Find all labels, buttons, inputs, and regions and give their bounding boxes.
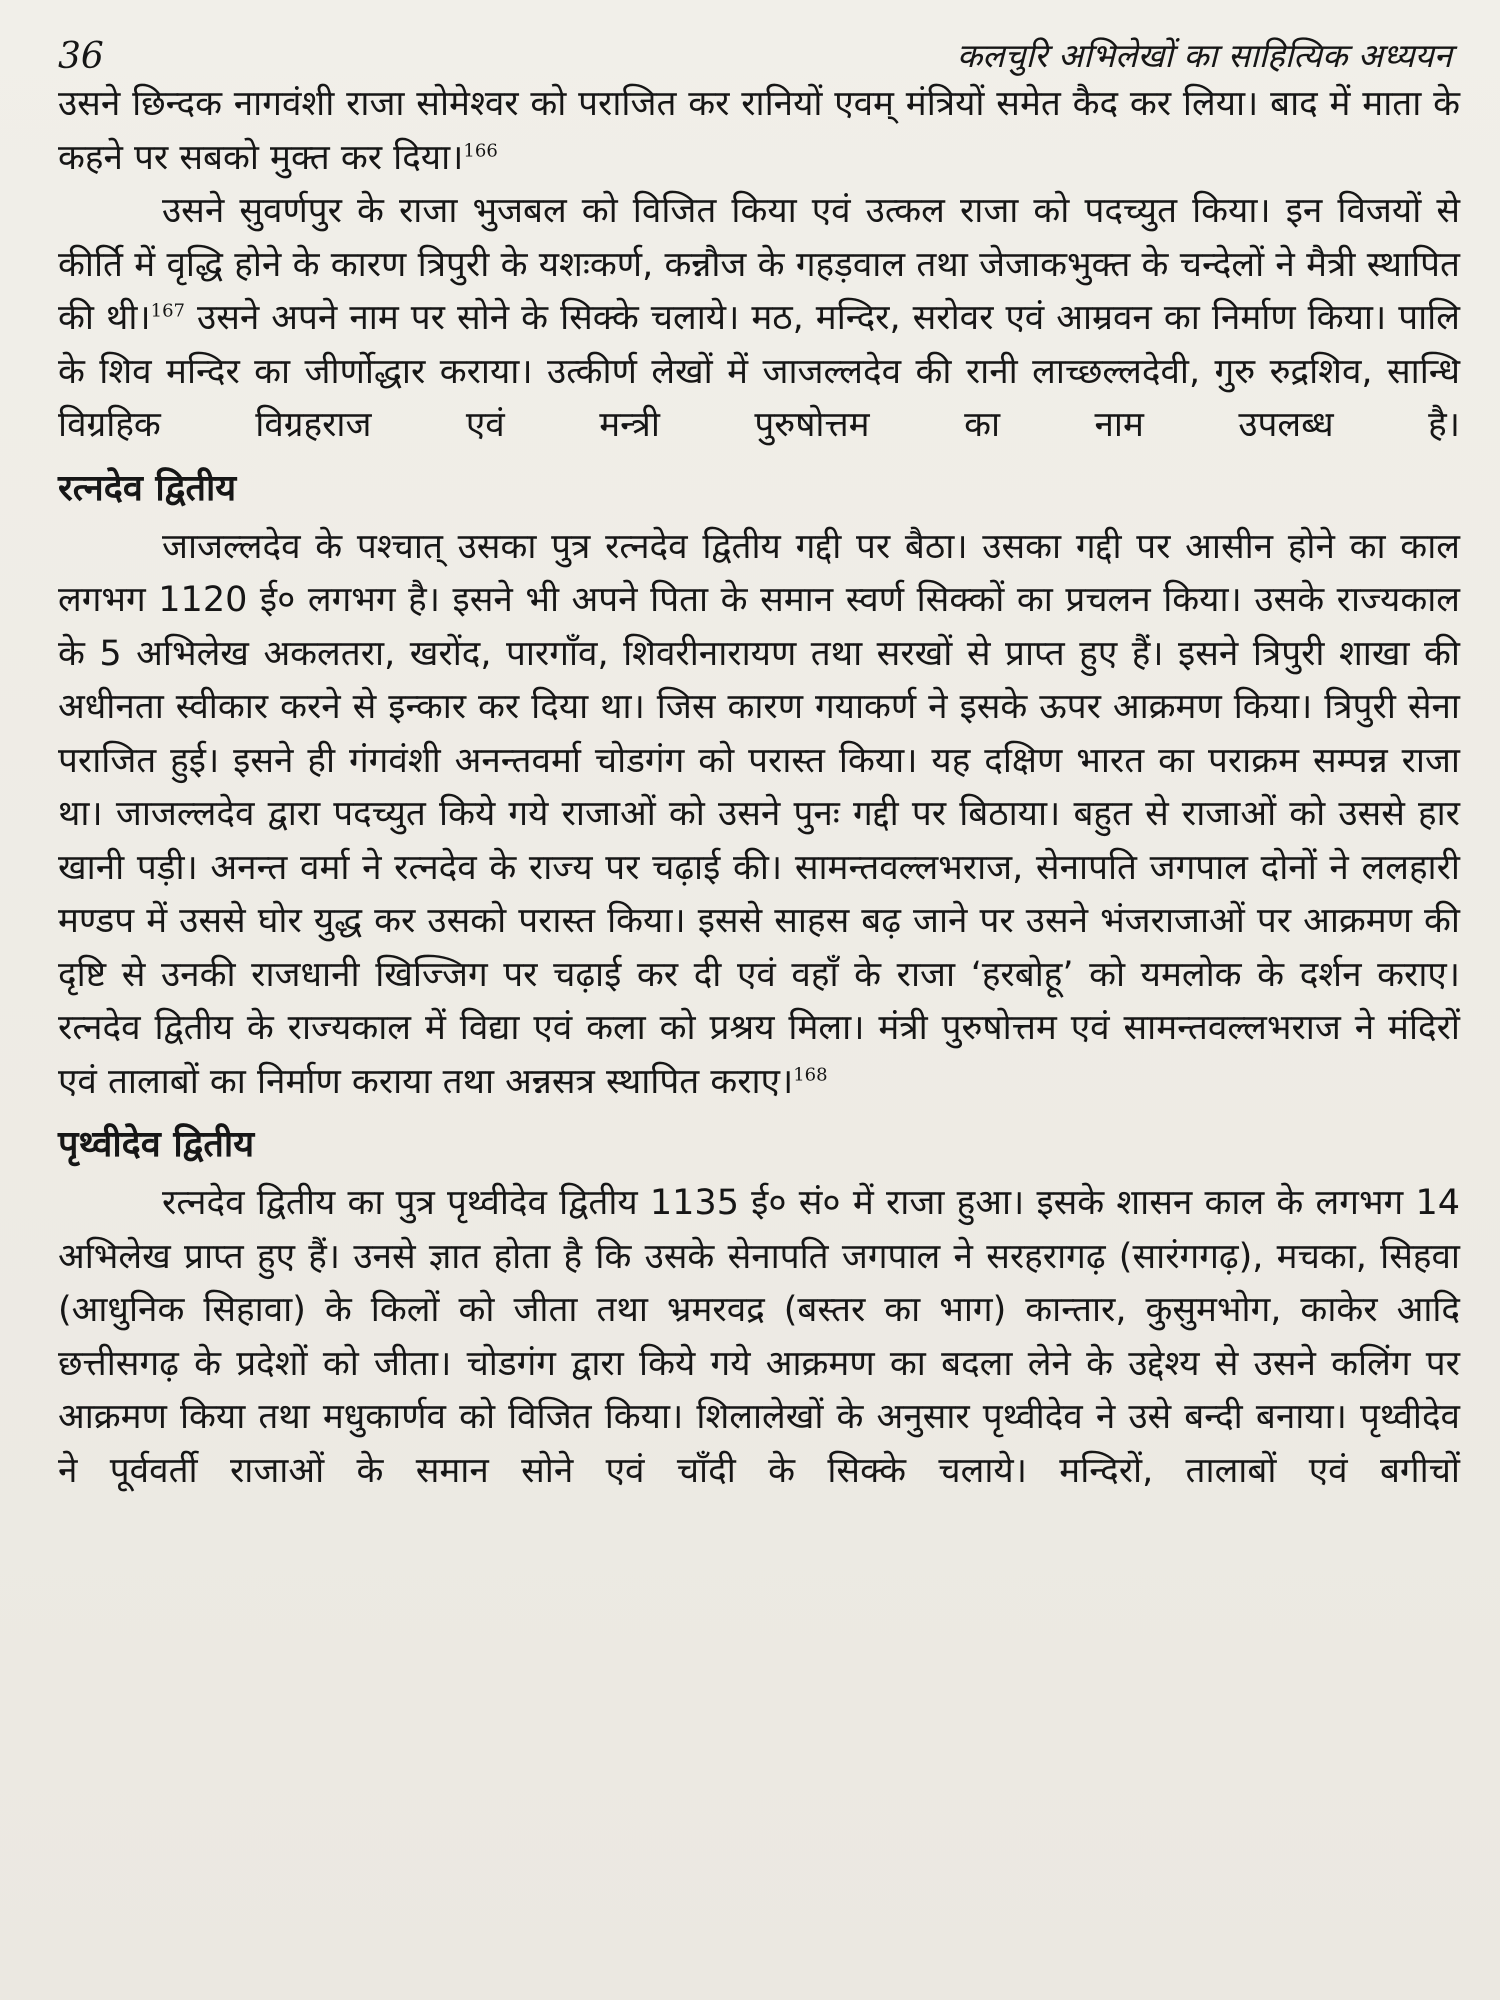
section-heading: रत्नदेव द्वितीय — [58, 467, 237, 509]
running-header — [58, 18, 1460, 78]
paragraph-text: उसने छिन्दक नागवंशी राजा सोमेश्वर को पराजित कर रानियों एवम् मंत्रियों समेत कैद कर लिया। बाद में माता के कहने पर सबको मुक्त कर दिया। — [58, 84, 1460, 178]
footnote-ref: 166 — [463, 139, 498, 161]
paragraph — [58, 185, 1460, 453]
paragraph — [58, 78, 1460, 185]
paragraph — [58, 521, 1460, 1110]
page-number: 36 — [58, 36, 104, 77]
paragraph-text: जाजल्लदेव के पश्चात् उसका पुत्र रत्नदेव द्वितीय गद्दी पर बैठा। उसका गद्दी पर आसीन होने का काल लगभग 1120 ई० लगभग है। इसने भी अपने पिता के समान स्वर्ण सिक्कों का प्रचलन किया। उसके राज्यकाल के 5 अभिलेख अकलतरा, खरोंद, पारगाँव, शिवरीनारायण तथा सरखों से प्राप्त हुए हैं। इसने त्रिपुरी शाखा की अधीनता स्वीकार करने से इन्कार कर दिया था। जिस कारण गयाकर्ण ने इसके ऊपर आक्रमण किया। त्रिपुरी सेना पराजित हुई। इसने ही गंगवंशी अनन्तवर्मा चोडगंग को परास्त किया। यह दक्षिण भारत का पराक्रम सम्पन्न राजा था। जाजल्लदेव द्वारा पदच्युत किये गये राजाओं को उसने पुनः गद्दी पर बिठाया। बहुत से राजाओं को उससे हार खानी पड़ी। अनन्त वर्मा ने रत्नदेव के राज्य पर चढ़ाई की। सामन्तवल्लभराज, सेनापति जगपाल दोनों ने ललहारी मण्डप में उससे घोर युद्ध कर उसको परास्त किया। इससे साहस बढ़ जाने पर उसने भंजराजाओं पर आक्रमण की दृष्टि से उनकी राजधानी खिज्जिग पर चढ़ाई कर दी एवं वहाँ के राजा ‘हरबोहू’ को यमलोक के दर्शन कराए। रत्नदेव द्वितीय के राज्यकाल में विद्या एवं कला को प्रश्रय मिला। मंत्री पुरुषोत्तम एवं सामन्तवल्लभराज ने मंदिरों एवं तालाबों का निर्माण कराया तथा अन्नसत्र स्थापित कराए। — [58, 526, 1460, 1102]
section-heading: पृथ्वीदेव द्वितीय — [58, 1124, 255, 1165]
footnote-ref: 168 — [793, 1063, 828, 1085]
paragraph-text: रत्नदेव द्वितीय का पुत्र पृथ्वीदेव द्वितीय 1135 ई० सं० में राजा हुआ। इसके शासन काल के लगभग 14 अभिलेख प्राप्त हुए हैं। उनसे ज्ञात होता है कि उसके सेनापति जगपाल ने सरहरागढ़ (सारंगगढ़), मचका, सिहवा (आधुनिक सिहावा) के किलों को जीता तथा भ्रमरवद्र (बस्तर का भाग) कान्तार, कुसुमभोग, काकेर आदि छत्तीसगढ़ के प्रदेशों को जीता। चोडगंग द्वारा किये गये आक्रमण का बदला लेने के उद्देश्य से उसने कलिंग पर आक्रमण किया तथा मधुकार्णव को विजित किया। शिलालेखों के अनुसार पृथ्वीदेव ने उसे बन्दी बनाया। पृथ्वीदेव ने पूर्ववर्ती राजाओं के समान सोने एवं चाँदी के सिक्के चलाये। मन्दिरों, तालाबों एवं बगीचों — [58, 1183, 1460, 1491]
book-title: कलचुरि अभिलेखों का साहित्यिक अध्ययन — [956, 36, 1452, 75]
footnote-ref: 167 — [150, 300, 186, 322]
page-content — [58, 78, 1460, 1498]
paragraph-text: उसने सुवर्णपुर के राजा भुजबल को विजित किया एवं उत्कल राजा को पदच्युत किया। इन विजयों से कीर्ति में वृद्धि होने के कारण त्रिपुरी के यशःकर्ण, कन्नौज के गहड़वाल तथा जेजाकभुक्त के चन्देलों ने मैत्री स्थापित की थी। — [58, 191, 1460, 338]
paragraph-text: उसने अपने नाम पर सोने के सिक्के चलाये। मठ, मन्दिर, सरोवर एवं आम्रवन का निर्माण किया। पालि के शिव मन्दिर का जीर्णोद्धार कराया। उत्कीर्ण लेखों में जाजल्लदेव की रानी लाच्छल्लदेवी, गुरु रुद्रशिव, सान्धि विग्रहिक विग्रहराज एवं मन्त्री पुरुषोत्तम का नाम उपलब्ध है। — [58, 298, 1460, 445]
paragraph — [58, 1177, 1460, 1498]
